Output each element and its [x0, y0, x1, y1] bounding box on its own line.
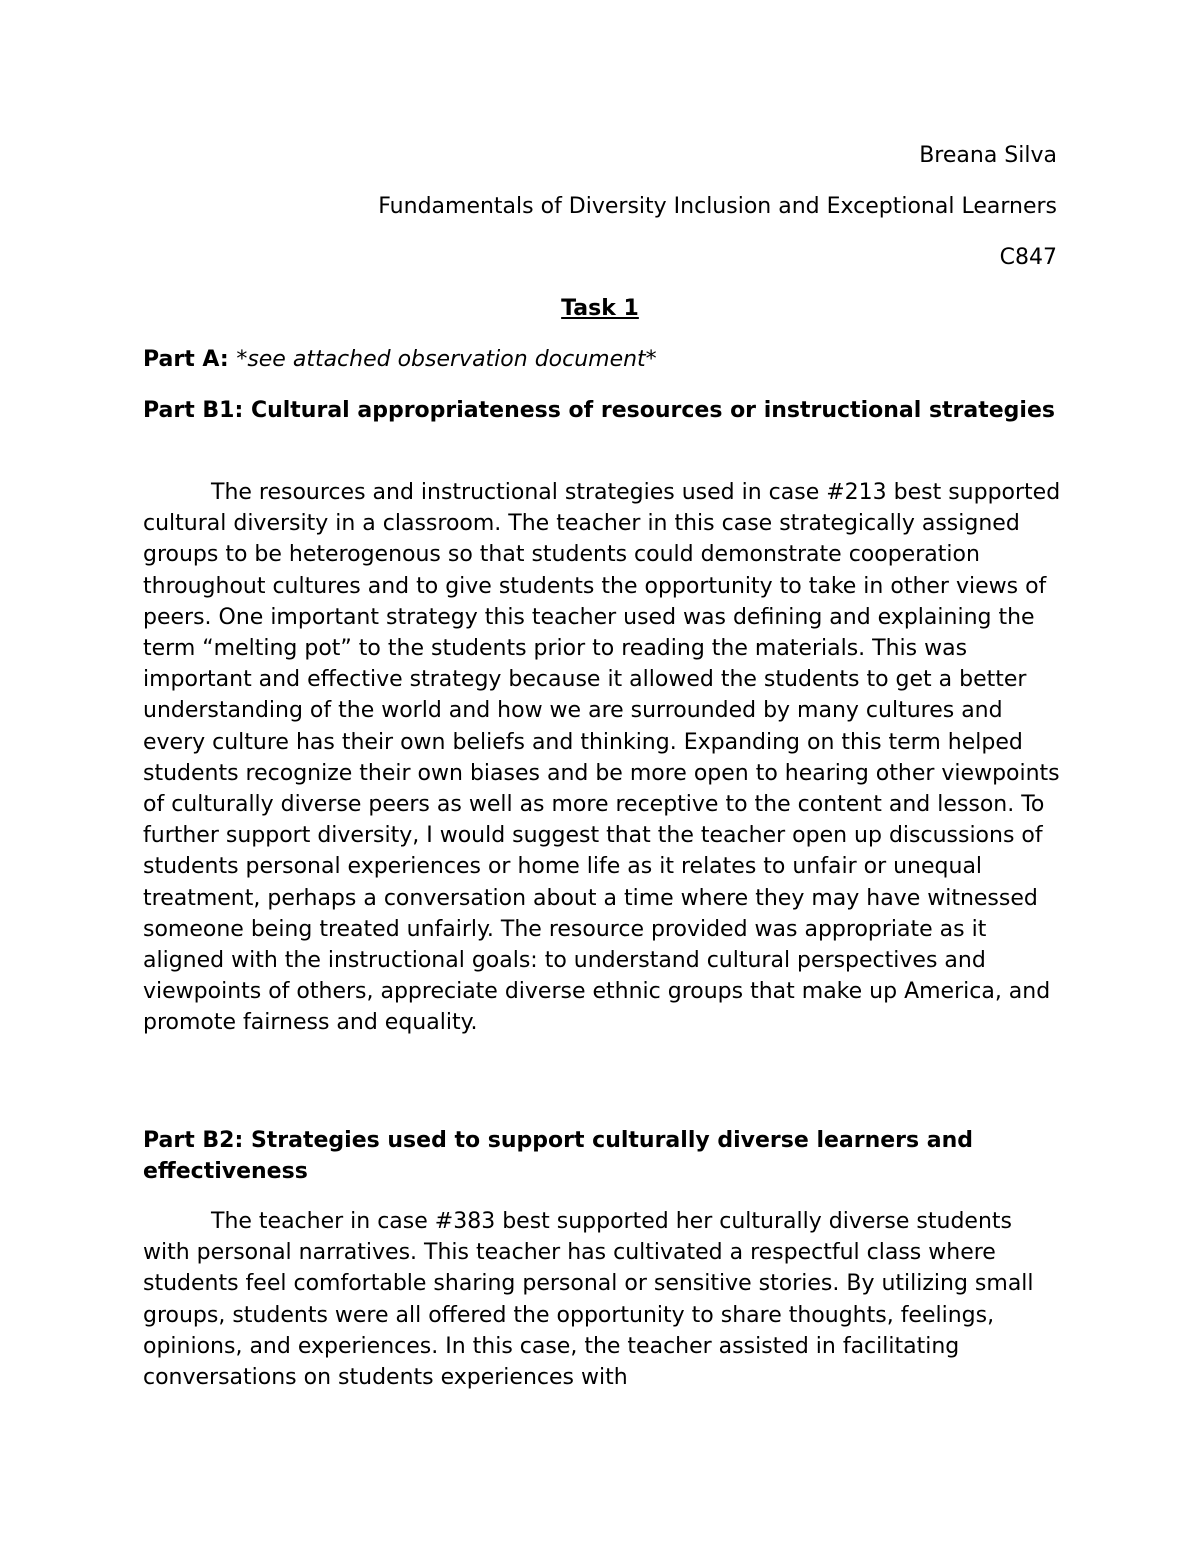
author-name: Breana Silva — [919, 143, 1057, 168]
part-b2-heading: Part B2: Strategies used to support culturally diverse learners and effectiveness — [143, 1128, 974, 1184]
part-a-note: *see attached observation document* — [236, 347, 657, 372]
part-a-label: Part A: — [143, 347, 229, 372]
part-b1-heading: Part B1: Cultural appropriateness of resources or instructional strategies — [143, 398, 1055, 423]
part-a-heading — [143, 344, 1063, 375]
part-b2-paragraph: The teacher in case #383 best supported her culturally diverse students with personal narratives. This teacher has cultivated a respectful class where students feel comfortable sharing personal or sensitive stories. By utilizing small groups, students were all offered the opportunity to share thoughts, feelings, opinions, and experiences. In this case, the teacher assisted in facilitating conversations on students experiences with — [143, 1209, 1034, 1391]
document-title: Task 1 — [561, 296, 639, 321]
part-b1-paragraph: The resources and instructional strategies used in case #213 best supported cultural diversity in a classroom. The teacher in this case strategically assigned groups to be heterogenous so that students could demonstrate cooperation throughout cultures and to give students the opportunity to take in other views of peers. One important strategy this teacher used was defining and explaining the term “melting pot” to the students prior to reading the materials. This was important and effective strategy because it allowed the students to get a better understanding of the world and how we are surrounded by many cultures and every culture has their own beliefs and thinking. Expanding on this term helped students recognize their own biases and be more open to hearing other viewpoints of culturally diverse peers as well as more receptive to the content and lesson. To further support diversity, I would suggest that the teacher open up discussions of students personal experiences or home life as it relates to unfair or unequal treatment, perhaps a conversation about a time where they may have witnessed someone being treated unfairly. The resource provided was appropriate as it aligned with the instructional goals: to understand cultural perspectives and viewpoints of others, appreciate diverse ethnic groups that make up America, and promote fairness and equality. — [143, 480, 1061, 1036]
course-name: Fundamentals of Diversity Inclusion and Exceptional Learners — [378, 194, 1057, 219]
course-code: C847 — [999, 245, 1057, 270]
